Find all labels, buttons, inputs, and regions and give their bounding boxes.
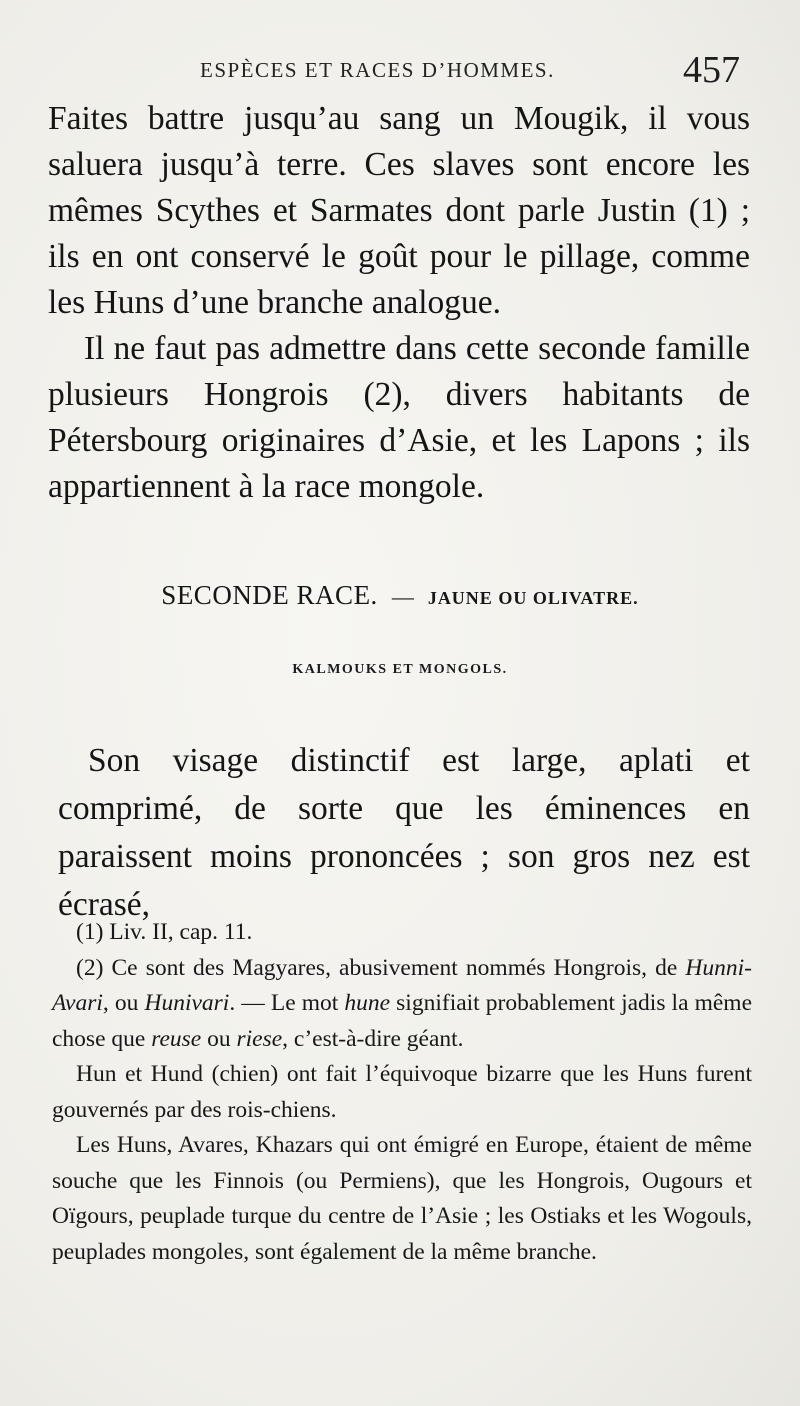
- section-dash: —: [391, 584, 414, 609]
- running-header: [0, 50, 800, 90]
- paragraph-visage: Son visage distinctif est large, aplati et comprimé, de sorte que les éminences en paraissent moins prononcées ; son gros nez est écrasé,: [58, 742, 750, 923]
- footnote-2: [52, 951, 752, 1058]
- section-title: SECONDE RACE.: [161, 580, 378, 610]
- footnote-4: Les Huns, Avares, Khazars qui ont émigré en Europe, étaient de même souche que les Finnois (ou Permiens), que les Hongrois, Ougours et Oïgours, peuplade turque du centre de l’Asie ; les Ostiaks et les Wogouls, peuplades mongoles, sont également de la même branche.: [52, 1132, 752, 1265]
- footnote-2-italic: Hunivari: [144, 990, 230, 1016]
- paragraph-hongrois: Il ne faut pas admettre dans cette seconde famille plusieurs Hongrois (2), divers habitants de Pétersbourg originaires d’Asie, et les Lapons ; ils appartiennent à la race mongole.: [48, 330, 750, 505]
- body-text-top: [48, 96, 750, 510]
- body-text-bottom: [58, 737, 750, 929]
- footnote-2-text: , c’est-à-dire géant.: [282, 1025, 464, 1052]
- running-title: ESPÈCES ET RACES D’HOMMES.: [200, 58, 555, 82]
- section-heading: [0, 580, 800, 611]
- footnote-2-italic: riese: [236, 1025, 283, 1052]
- section-subtitle: JAUNE OU OLIVATRE.: [427, 588, 639, 608]
- footnote-1: (1) Liv. II, cap. 11.: [76, 919, 253, 945]
- paragraph-mougik: Faites battre jusqu’au sang un Mougik, il vous saluera jusqu’à terre. Ces slaves sont encore les mêmes Scythes et Sarmates dont parle Justin (1) ; ils en ont conservé le goût pour le pillage, comme les Huns d’une branche analogue.: [48, 100, 750, 321]
- subheading: KALMOUKS ET MONGOLS.: [292, 662, 508, 677]
- footnote-2-text: signifiait probablement jadis la même chose que: [52, 990, 753, 1052]
- footnote-2-text: ou: [201, 1025, 237, 1052]
- footnote-2-text: (2) Ce sont des Magyares, abusivement nommés Hongrois, de: [76, 954, 686, 981]
- footnote-2-italic: hune: [344, 990, 391, 1016]
- footnote-2-italic: Hunni-Avari: [52, 954, 752, 1016]
- page-number: 457: [683, 49, 740, 91]
- footnote-2-text: , ou: [102, 990, 145, 1016]
- footnotes: [52, 915, 752, 1270]
- footnote-2-text: . — Le mot: [229, 990, 345, 1016]
- footnote-3: Hun et Hund (chien) ont fait l’équivoque bizarre que les Huns furent gouvernés par des rois-chiens.: [52, 1061, 752, 1123]
- footnote-2-italic: reuse: [151, 1025, 202, 1052]
